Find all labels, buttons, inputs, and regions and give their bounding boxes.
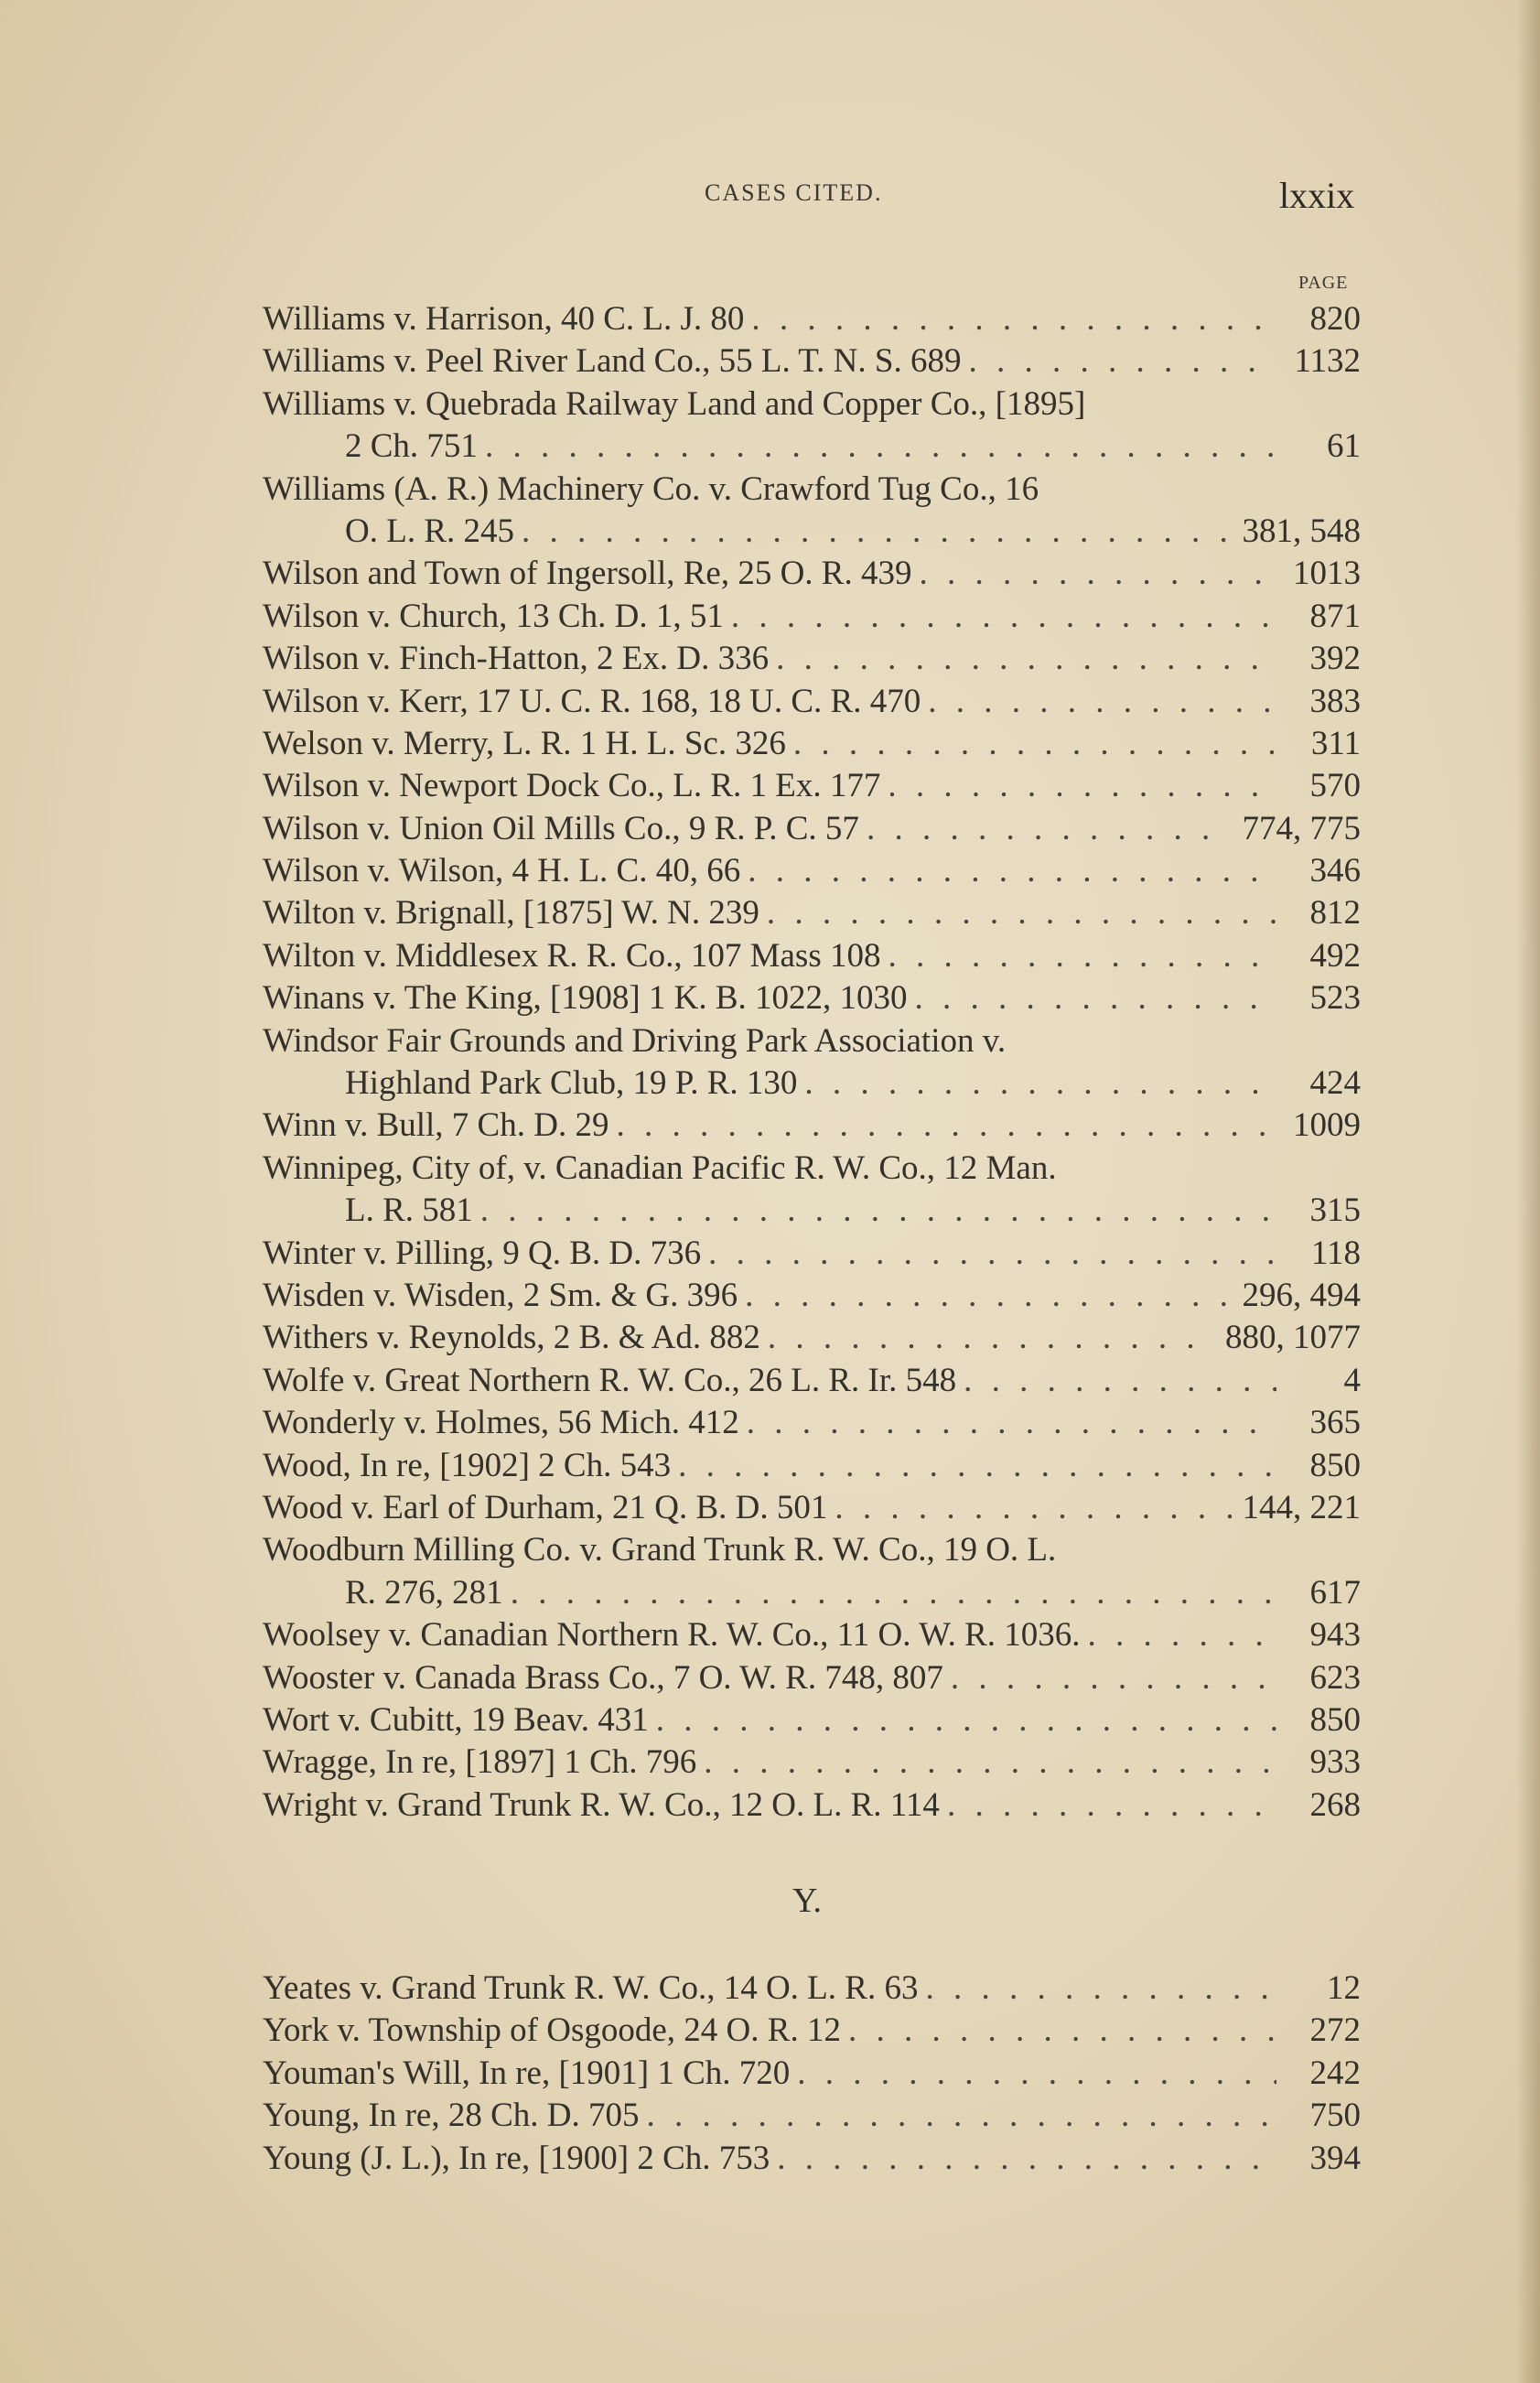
case-entry [263,638,1361,680]
case-citation: Wood v. Earl of Durham, 21 Q. B. D. 501 [263,1488,828,1526]
case-citation: Woolsey v. Canadian Northern R. W. Co., 11 O. W. R. 1036. [263,1616,1081,1655]
dot-leader [522,511,1232,553]
case-page-ref: 242 [1309,2054,1361,2092]
case-entry [263,1699,1361,1741]
dot-leader [745,1275,1231,1317]
dot-leader [848,2010,1276,2052]
case-citation: Welson v. Merry, L. R. 1 H. L. Sc. 326 [263,724,786,762]
case-entry [263,850,1361,892]
case-citation: 2 Ch. 751 [345,427,478,466]
case-page-ref: 850 [1309,1700,1361,1739]
case-entry [263,892,1361,934]
case-citation: Wilton v. Middlesex R. R. Co., 107 Mass 108 [263,936,881,975]
case-page-ref: 424 [1309,1064,1361,1103]
case-page-ref: 392 [1309,640,1361,678]
case-page-ref: 365 [1309,1404,1361,1442]
dot-leader [731,596,1276,638]
case-citation: O. L. R. 245 [345,512,514,550]
case-page-ref: 4 [1343,1361,1361,1399]
case-page-ref: 381, 548 [1242,512,1361,550]
case-entry [263,1487,1361,1529]
case-citation: Yeates v. Grand Trunk R. W. Co., 14 O. L. R. 63 [263,1969,919,2007]
cases-list-y [263,1968,1361,2180]
case-page-ref: 268 [1309,1785,1361,1824]
case-entry [263,1317,1361,1359]
dot-leader [485,426,1276,468]
page-edge-shadow [1516,0,1540,2383]
case-entry [263,340,1361,383]
case-entry [263,1020,1361,1062]
case-citation: Williams v. Peel River Land Co., 55 L. T. N. S. 689 [263,342,962,381]
case-page-ref: 296, 494 [1242,1276,1361,1314]
page-column-heading: PAGE [1298,273,1349,293]
case-citation: Wort v. Cubitt, 19 Beav. 431 [263,1700,649,1739]
case-page-ref: 570 [1309,767,1361,805]
section-letter-y: Y. [792,1882,823,1920]
case-citation: Young, In re, 28 Ch. D. 705 [263,2097,640,2135]
dot-leader [751,298,1276,340]
case-entry [263,1105,1361,1147]
case-citation: Wisden v. Wisden, 2 Sm. & G. 396 [263,1276,738,1314]
dot-leader [656,1699,1276,1741]
case-page-ref: 492 [1309,936,1361,975]
dot-leader [804,1062,1276,1105]
case-entry [263,1402,1361,1444]
case-page-ref: 61 [1327,427,1361,466]
case-entry [263,1190,1361,1232]
dot-leader [1088,1614,1276,1656]
case-citation: Williams v. Harrison, 40 C. L. J. 80 [263,300,745,338]
case-entry [263,469,1361,511]
case-citation: Winter v. Pilling, 9 Q. B. D. 736 [263,1234,702,1272]
running-title: CASES CITED. [705,179,883,206]
case-citation: Wilson v. Finch-Hatton, 2 Ex. D. 336 [263,640,770,678]
case-page-ref: 394 [1309,2139,1361,2177]
case-entry [263,1529,1361,1571]
case-entry [263,2138,1361,2180]
case-citation: R. 276, 281 [345,1573,503,1612]
case-citation: Wolfe v. Great Northern R. W. Co., 26 L. R. Ir. 548 [263,1361,957,1399]
case-citation: Winnipeg, City of, v. Canadian Pacific R. W. Co., 12 Man. [263,1148,1057,1187]
case-citation: Wilton v. Brignall, [1875] W. N. 239 [263,894,759,933]
case-entry [263,2053,1361,2095]
case-citation: Youman's Will, In re, [1901] 1 Ch. 720 [263,2054,791,2092]
case-citation: Wright v. Grand Trunk R. W. Co., 12 O. L. R. 114 [263,1785,940,1824]
dot-leader [704,1741,1276,1784]
case-page-ref: 1009 [1293,1106,1361,1145]
case-entry [263,1614,1361,1656]
case-citation: Wragge, In re, [1897] 1 Ch. 796 [263,1743,697,1782]
case-entry [263,1572,1361,1614]
case-entry [263,426,1361,468]
case-citation: Williams v. Quebrada Railway Land and Copper Co., [1895] [263,384,1086,423]
dot-leader [928,681,1276,723]
case-entry [263,1785,1361,1827]
case-page-ref: 820 [1309,300,1361,338]
case-page-ref: 812 [1309,894,1361,933]
case-citation: Woodburn Milling Co. v. Grand Trunk R. W. Co., 19 O. L. [263,1531,1057,1569]
case-entry [263,723,1361,765]
case-page-ref: 311 [1310,724,1361,762]
case-entry [263,935,1361,977]
case-citation: L. R. 581 [345,1192,473,1230]
case-page-ref: 523 [1309,979,1361,1018]
case-entry [263,1275,1361,1317]
case-entry [263,977,1361,1019]
case-citation: Wonderly v. Holmes, 56 Mich. 412 [263,1404,739,1442]
dot-leader [646,2095,1276,2137]
case-page-ref: 315 [1309,1192,1361,1230]
dot-leader [888,765,1276,807]
case-entry [263,1233,1361,1275]
dot-leader [968,340,1276,383]
case-page-ref: 383 [1309,682,1361,720]
case-citation: Highland Park Club, 19 P. R. 130 [345,1064,798,1103]
case-entry [263,1148,1361,1190]
case-entry [263,765,1361,807]
case-page-ref: 272 [1309,2011,1361,2050]
dot-leader [511,1572,1276,1614]
case-page-ref: 346 [1309,852,1361,890]
dot-leader [793,723,1276,765]
case-entry [263,1360,1361,1402]
case-citation: Wilson v. Kerr, 17 U. C. R. 168, 18 U. C. R. 470 [263,682,921,720]
case-citation: Wilson v. Wilson, 4 H. L. C. 40, 66 [263,852,741,890]
dot-leader [616,1105,1276,1147]
cases-list-w [263,298,1361,1827]
case-citation: Williams (A. R.) Machinery Co. v. Crawford Tug Co., 16 [263,469,1039,508]
case-citation: Winn v. Bull, 7 Ch. D. 29 [263,1106,609,1145]
dot-leader [777,2138,1276,2180]
case-citation: Wood, In re, [1902] 2 Ch. 543 [263,1446,672,1484]
case-entry [263,2095,1361,2137]
case-entry [263,681,1361,723]
case-entry [263,596,1361,638]
dot-leader [747,1402,1276,1444]
dot-leader [947,1785,1276,1827]
case-citation: Withers v. Reynolds, 2 B. & Ad. 882 [263,1319,760,1357]
case-page-ref: 850 [1309,1446,1361,1484]
case-citation: York v. Township of Osgoode, 24 O. R. 12 [263,2011,841,2050]
case-page-ref: 1132 [1294,342,1361,381]
case-page-ref: 871 [1309,597,1361,635]
case-entry [263,2010,1361,2052]
case-page-ref: 617 [1309,1573,1361,1612]
dot-leader [678,1445,1276,1487]
dot-leader [776,638,1276,680]
case-citation: Windsor Fair Grounds and Driving Park Association v. [263,1021,1007,1060]
dot-leader [797,2053,1276,2095]
case-entry [263,808,1361,850]
dot-leader [951,1657,1276,1699]
case-entry [263,1741,1361,1784]
dot-leader [867,808,1232,850]
case-citation: Wilson v. Church, 13 Ch. D. 1, 51 [263,597,724,635]
dot-leader [915,977,1276,1019]
case-citation: Wooster v. Canada Brass Co., 7 O. W. R. 748, 807 [263,1658,943,1697]
case-citation: Wilson v. Newport Dock Co., L. R. 1 Ex. 177 [263,767,881,805]
case-entry [263,553,1361,595]
case-entry [263,1062,1361,1105]
dot-leader [964,1360,1276,1402]
case-page-ref: 118 [1310,1234,1361,1272]
case-page-ref: 144, 221 [1242,1488,1361,1526]
case-entry [263,1968,1361,2010]
dot-leader [748,850,1276,892]
dot-leader [768,1317,1214,1359]
case-page-ref: 933 [1309,1743,1361,1782]
dot-leader [767,892,1276,934]
case-page-ref: 943 [1309,1616,1361,1655]
case-citation: Wilson and Town of Ingersoll, Re, 25 O. R. 439 [263,555,912,593]
dot-leader [480,1190,1276,1232]
case-page-ref: 12 [1327,1969,1361,2007]
case-citation: Wilson v. Union Oil Mills Co., 9 R. P. C. 57 [263,809,859,847]
case-page-ref: 880, 1077 [1225,1319,1361,1357]
case-citation: Winans v. The King, [1908] 1 K. B. 1022, 1030 [263,979,908,1018]
dot-leader [925,1968,1276,2010]
dot-leader [888,935,1277,977]
case-page-ref: 623 [1309,1658,1361,1697]
case-entry [263,1657,1361,1699]
dot-leader [835,1487,1231,1529]
case-citation: Young (J. L.), In re, [1900] 2 Ch. 753 [263,2139,770,2177]
case-entry [263,511,1361,553]
page-number: lxxix [1279,175,1355,216]
case-entry [263,298,1361,340]
case-entry [263,383,1361,426]
dot-leader [920,553,1277,595]
case-page-ref: 1013 [1293,555,1361,593]
case-page-ref: 774, 775 [1242,809,1361,847]
case-page-ref: 750 [1309,2097,1361,2135]
case-entry [263,1445,1361,1487]
dot-leader [708,1233,1276,1275]
